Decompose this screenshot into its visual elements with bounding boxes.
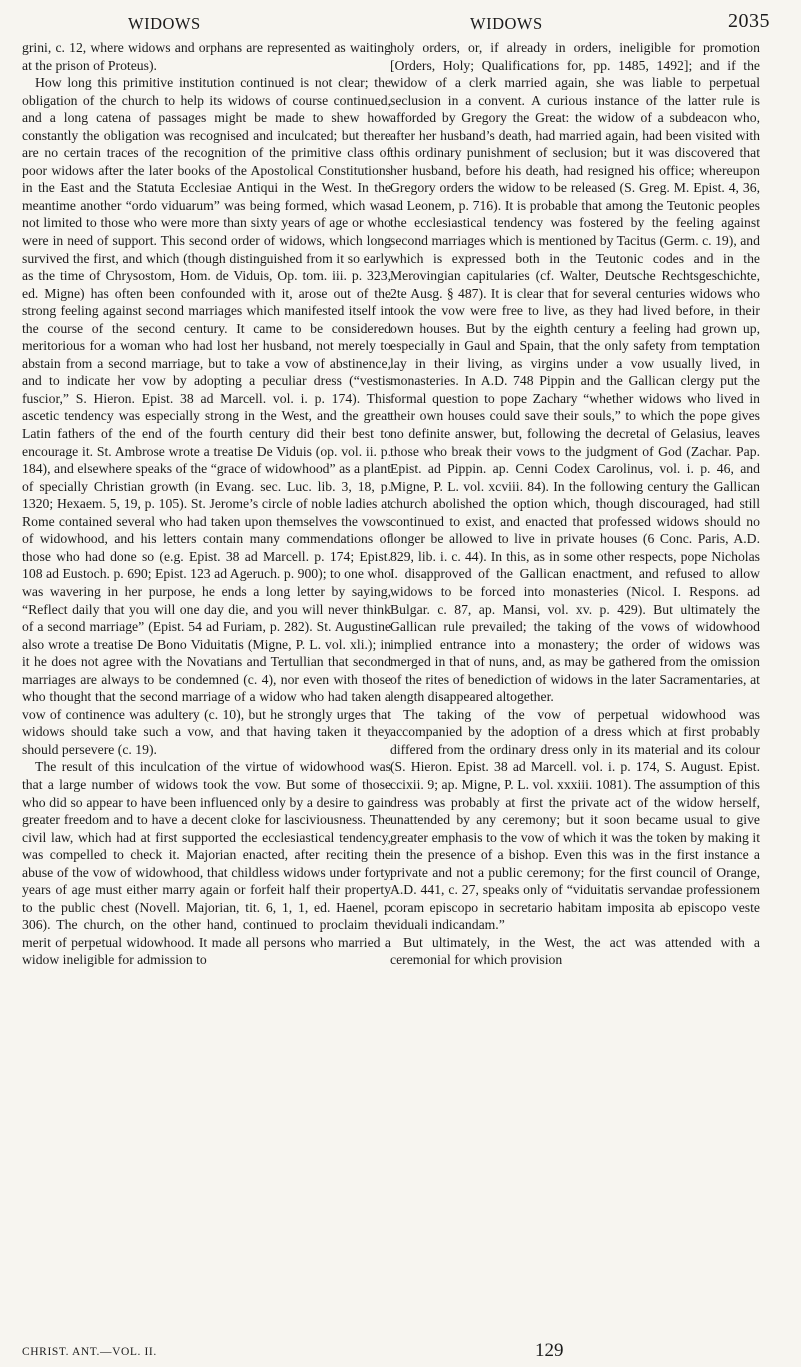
paragraph: The result of this inculcation of the virtue of widowhood was that a large number of widows took the vow. But some of those who did so appear to have been influenced only by a desire to gain greater freedom and to have a decent cloke for lasciviousness. The civil law, which had at first supported the ecclesiastical tendency, was compelled to check it. Majorian enacted, after reciting the abuse of the vow of widowhood, that childless widows under forty years of age must either marry again or forfeit half their property to the public chest (Novell. Majorian, tit. 6, 1, 1, ed. Haenel, p 306). The church, on the other hand, continued to proclaim the merit of perpetual widowhood. It made all persons who married a widow ineligible for admission to bbox=[22, 759, 391, 968]
paragraph: The taking of the vow of perpetual widowhood was accompanied by the adoption of a dress which at first probably differed from the ordinary dress only in its material and its colour (S. Hieron. Epist. 38 ad Marcell. vol. i. p. 174, S. August. Epist. ccixii. 9; ap. Migne, P. L. vol. xxxiii. 1081). The assumption of this dress was probably at first the private act of the widow herself, unattended by any ceremony; but it soon became usual to give greater emphasis to the vow of which it was the token by making it in the presence of a bishop. Even this was in the first instance a private and not a public ceremony; for the first council of Orange, A.D. 441, c. 27, speaks only of “viduitatis servandae professionem coram episcopo in secretario habitam imposita ab episcopo veste viduali indicandam.” bbox=[390, 706, 760, 933]
running-header bbox=[0, 6, 801, 36]
right-column bbox=[390, 39, 760, 969]
header-right-title: WIDOWS bbox=[470, 14, 543, 33]
paragraph: How long this primitive institution continued is not clear; the obligation of the church to help its widows of course continued, and a long catena of passages might be made to shew how constantly the obligation was recognised and inculcated; but there are no certain traces of the recognition of the primitive class of poor widows after the later books of the Apostolical Constitutions in the East and the Statuta Ecclesiae Antiqui in the West. In the meantime another “ordo viduarum” was being formed, which was not limited to those who were more than sixty years of age or who were in need of support. This second order of widows, which long survived the first, and which (though distinguished from it so early as the time of Chrysostom, Hom. de Viduis, Op. tom. iii. p. 323, ed. Migne) has often been confounded with it, arose out of the strong feeling against second marriages which manifested itself in the course of the second century. It came to be considered meritorious for a woman who had lost her husband, not merely to abstain from a second marriage, but to take a vow of abstinence, and to indicate her vow by adopting a peculiar dress (“vestis fuscior,” S. Hieron. Epist. 38 ad Marcell. vol. i. p. 174). This ascetic tendency was especially strong in the West, and the great Latin fathers of the end of the fourth century did their best to encourage it. St. Ambrose wrote a treatise De Viduis (op. vol. ii. p. 184), and elsewhere speaks of the “grace of widowhood” as a plant of specially Christian growth (in Evang. sec. Luc. lib. 3, 18, p. 1320; Hexaem. 5, 19, p. 105). St. Jerome’s circle of noble ladies at Rome contained several who had taken upon themselves the vows of widowhood, and his letters contain many commendations of those who had done so (e.g. Epist. 38 ad Marcell. p. 174; Epist. 108 ad Eustoch. p. 690; Epist. 123 ad Ageruch. p. 900); to one who was wavering in her purpose, he ends a long letter by saying, “Reflect daily that you will one day die, and you will never think of a second marriage” (Epist. 54 ad Furiam, p. 282). St. Augustine also wrote a treatise De Bono Viduitatis (Migne, P. L. vol. xli.); in it he does not agree with the Novatians and Tertullian that second marriages are always to be condemned (c. 4), nor even with those who thought that the second marriage of a widow who had taken a vow of continence was adultery (c. 10), but he strongly urges that widows should take such a vow, and that having taken it they should persevere (c. 19). bbox=[22, 75, 391, 757]
left-column bbox=[22, 39, 391, 969]
footer-sheet-number: 129 bbox=[535, 1340, 564, 1361]
paragraph: holy orders, or, if already in orders, ineligible for promotion [Orders, Holy; Qualifications for, pp. 1485, 1492]; and if the widow of a clerk married again, she was liable to perpetual seclusion in a convent. A curious instance of the latter rule is afforded by Gregory the Great: the widow of a subdeacon who, after her husband’s death, had married again, had been visited with this ordinary punishment of seclusion; but it was discovered that her husband, before his death, had resigned his office; whereupon Gregory orders the widow to be released (S. Greg. M. Epist. 4, 36, ad Leonem, p. 716). It is probable that among the Teutonic peoples the ecclesiastical tendency was fostered by the feeling against second marriages which is mentioned by Tacitus (Germ. c. 19), and which is expressed both in the Teutonic codes and in the Merovingian capitularies (cf. Walter, Deutsche Rechtsgeschichte, 2te Ausg. § 487). It is clear that for several centuries widows who took the vow were free to live, as they had lived before, in their own houses. But by the eighth century a feeling had grown up, especially in Gaul and Spain, that the only safety from temptation lay in their living, as virgins under a vow usually lived, in monasteries. In A.D. 748 Pippin and the Gallican clergy put the formal question to pope Zachary “whether widows who lived in their own houses could save their souls,” to which the pope gives no definite answer, but, following the decretal of Gelasius, leaves those who break their vows to the judgment of God (Zachar. Pap. Epist. ad Pippin. ap. Cenni Codex Carolinus, vol. i. p. 46, and Migne, P. L. vol. xcviii. 84). In the following century the Gallican church abolished the option which, though discouraged, had still continued to exist, and enacted that professed widows should no longer be allowed to live in private houses (6 Conc. Paris, A.D. 829, lib. i. c. 44). In this, as in some other respects, pope Nicholas I. disapproved of the Gallican enactment, and refused to allow widows to be forced into monasteries (Nicol. I. Respons. ad Bulgar. c. 87, ap. Mansi, vol. xv. p. 429). But ultimately the Gallican rule prevailed; the taking of the vows of widowhood implied entrance into a monastery; the order of widows was merged in that of nuns, and, as may be gathered from the omission of the rites of benediction of widows in the later Sacramentaries, at length disappeared altogether. bbox=[390, 40, 760, 705]
paragraph: grini, c. 12, where widows and orphans are represented as waiting at the prison of Proteus). bbox=[22, 40, 391, 73]
footer-signature: CHRIST. ANT.—VOL. II. bbox=[22, 1346, 157, 1358]
page-number: 2035 bbox=[728, 10, 770, 32]
header-left-title: WIDOWS bbox=[128, 14, 201, 33]
paragraph: But ultimately, in the West, the act was attended with a ceremonial for which provision bbox=[390, 934, 760, 968]
